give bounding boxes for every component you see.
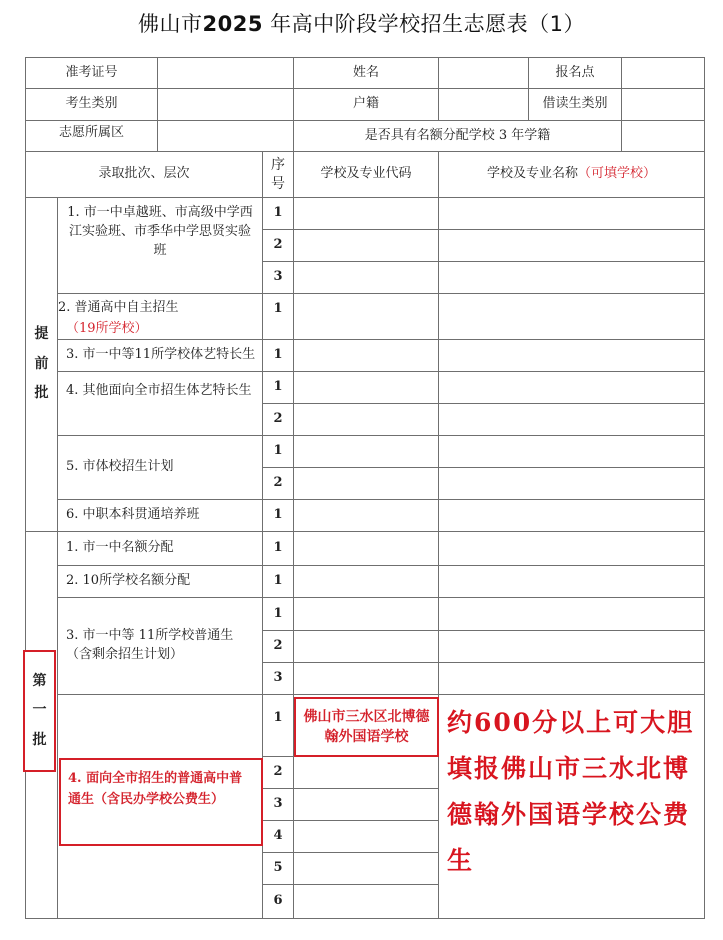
seq-number: 3	[262, 788, 294, 821]
batch-first-char3: 批	[32, 731, 47, 748]
name-header-text: 学校及专业名称	[486, 166, 578, 182]
first-item-3-label: 3. 市一中等 11所学校普通生（含剩余招生计划）	[57, 597, 263, 695]
early-item-2-text: 2. 普通高中自主招生	[58, 300, 179, 315]
reg-site-field[interactable]	[621, 57, 705, 89]
seq-number: 1	[262, 499, 294, 532]
seq-number: 2	[262, 229, 294, 262]
code-field[interactable]	[293, 435, 439, 468]
first-item-2-label: 2. 10所学校名额分配	[57, 565, 263, 598]
seq-number: 1	[262, 339, 294, 372]
seq-number: 4	[262, 820, 294, 853]
school-name-field[interactable]	[438, 293, 705, 340]
seq-number: 3	[262, 261, 294, 294]
batch-first-char1: 第	[32, 672, 47, 689]
code-field[interactable]	[293, 820, 439, 853]
school-name-field[interactable]	[438, 499, 705, 532]
seq-number: 3	[262, 662, 294, 695]
batch-first-char2: 一	[32, 702, 47, 719]
seq-number: 2	[262, 756, 294, 789]
code-field[interactable]	[293, 293, 439, 340]
code-field[interactable]	[293, 788, 439, 821]
school-name-field[interactable]	[438, 197, 705, 230]
seq-number: 1	[262, 293, 294, 340]
early-item-1-label: 1. 市一中卓越班、市高级中学西江实验班、市季华中学思贤实验班	[57, 197, 263, 294]
hukou-label: 户籍	[293, 88, 439, 121]
annotation-line-1: 约600分以上可大胆	[447, 708, 695, 737]
code-field[interactable]	[293, 261, 439, 294]
category-label: 考生类别	[25, 88, 158, 121]
school-name-field[interactable]	[438, 662, 705, 695]
school-name-field[interactable]	[438, 403, 705, 436]
code-field[interactable]	[293, 884, 439, 919]
seq-number: 5	[262, 852, 294, 885]
column-header-code: 学校及专业代码	[293, 151, 439, 198]
early-item-4-label: 4. 其他面向全市招生体艺特长生	[57, 371, 263, 436]
exam-id-label: 准考证号	[25, 57, 158, 89]
annotation-line-3: 德翰外国语学校公费	[447, 800, 691, 829]
school-name-field[interactable]	[438, 597, 705, 631]
early-item-6-label: 6. 中职本科贯通培养班	[57, 499, 263, 532]
school-name-field[interactable]	[438, 565, 705, 598]
code-field[interactable]	[293, 531, 439, 566]
batch-early-char3: 批	[34, 385, 49, 402]
seq-number: 1	[262, 694, 294, 757]
title-year: 2025	[202, 12, 263, 36]
category-field[interactable]	[157, 88, 294, 121]
code-field[interactable]	[293, 630, 439, 663]
name-field[interactable]	[438, 57, 529, 89]
school-name-field[interactable]	[438, 261, 705, 294]
school-name-field[interactable]	[438, 467, 705, 500]
exam-id-field[interactable]	[157, 57, 294, 89]
code-field[interactable]	[293, 662, 439, 695]
title-prefix: 佛山市	[138, 12, 203, 36]
code-field[interactable]	[293, 852, 439, 885]
batch-early-char1: 提	[34, 326, 49, 343]
score-annotation	[447, 700, 707, 884]
seq-number: 2	[262, 467, 294, 500]
school-name-field[interactable]	[438, 229, 705, 262]
hukou-field[interactable]	[438, 88, 529, 121]
seq-number: 6	[262, 884, 294, 919]
code-field[interactable]	[293, 467, 439, 500]
batch-early-char2: 前	[34, 355, 49, 372]
seq-number: 1	[262, 597, 294, 631]
school-name-field[interactable]	[438, 339, 705, 372]
name-label: 姓名	[293, 57, 439, 89]
boarding-label: 借读生类别	[528, 88, 622, 121]
seq-number: 1	[262, 435, 294, 468]
seq-number: 1	[262, 371, 294, 404]
quota-field[interactable]	[621, 120, 705, 152]
annotation-line-4: 生	[447, 846, 475, 875]
school-name-field[interactable]	[438, 630, 705, 663]
title-suffix: 年高中阶段学校招生志愿表（1）	[262, 12, 585, 36]
quota-label: 是否具有名额分配学校 3 年学籍	[293, 120, 622, 152]
code-field[interactable]	[293, 403, 439, 436]
early-item-3-label: 3. 市一中等11所学校体艺特长生	[57, 339, 263, 372]
seq-header-char1: 序	[271, 156, 285, 173]
column-header-seq	[262, 151, 294, 198]
district-field[interactable]	[157, 120, 294, 152]
column-header-batch: 录取批次、层次	[25, 151, 263, 198]
batch-label-early	[25, 197, 58, 532]
early-item-2-note: （19所学校）	[66, 320, 148, 336]
code-field[interactable]	[293, 756, 439, 789]
code-field[interactable]	[293, 597, 439, 631]
annotation-line-2: 填报佛山市三水北博	[447, 754, 691, 783]
school-name-field[interactable]	[438, 531, 705, 566]
seq-number: 2	[262, 630, 294, 663]
seq-number: 2	[262, 403, 294, 436]
seq-number: 1	[262, 531, 294, 566]
column-header-name	[438, 151, 705, 198]
early-item-2-label	[57, 293, 263, 340]
early-item-5-label: 5. 市体校招生计划	[57, 435, 263, 500]
code-field[interactable]	[293, 197, 439, 230]
code-field[interactable]	[293, 499, 439, 532]
seq-number: 1	[262, 197, 294, 230]
school-name-field[interactable]	[438, 435, 705, 468]
name-header-note: （可填学校）	[578, 166, 657, 182]
batch-label-first-highlight	[23, 650, 56, 772]
code-field[interactable]	[293, 339, 439, 372]
seq-number: 1	[262, 565, 294, 598]
first-item-1-label: 1. 市一中名额分配	[57, 531, 263, 566]
boarding-field[interactable]	[621, 88, 705, 121]
first-item-4-label-highlight: 4. 面向全市招生的普通高中普通生（含民办学校公费生）	[59, 758, 263, 846]
school-name-field[interactable]	[438, 371, 705, 404]
filled-school-name[interactable]: 佛山市三水区北博德翰外国语学校	[294, 697, 439, 757]
seq-header-char2: 号	[271, 175, 285, 192]
code-field[interactable]	[293, 565, 439, 598]
code-field[interactable]	[293, 371, 439, 404]
reg-site-label: 报名点	[528, 57, 622, 89]
code-field[interactable]	[293, 229, 439, 262]
district-label: 志愿所属区	[25, 120, 158, 152]
